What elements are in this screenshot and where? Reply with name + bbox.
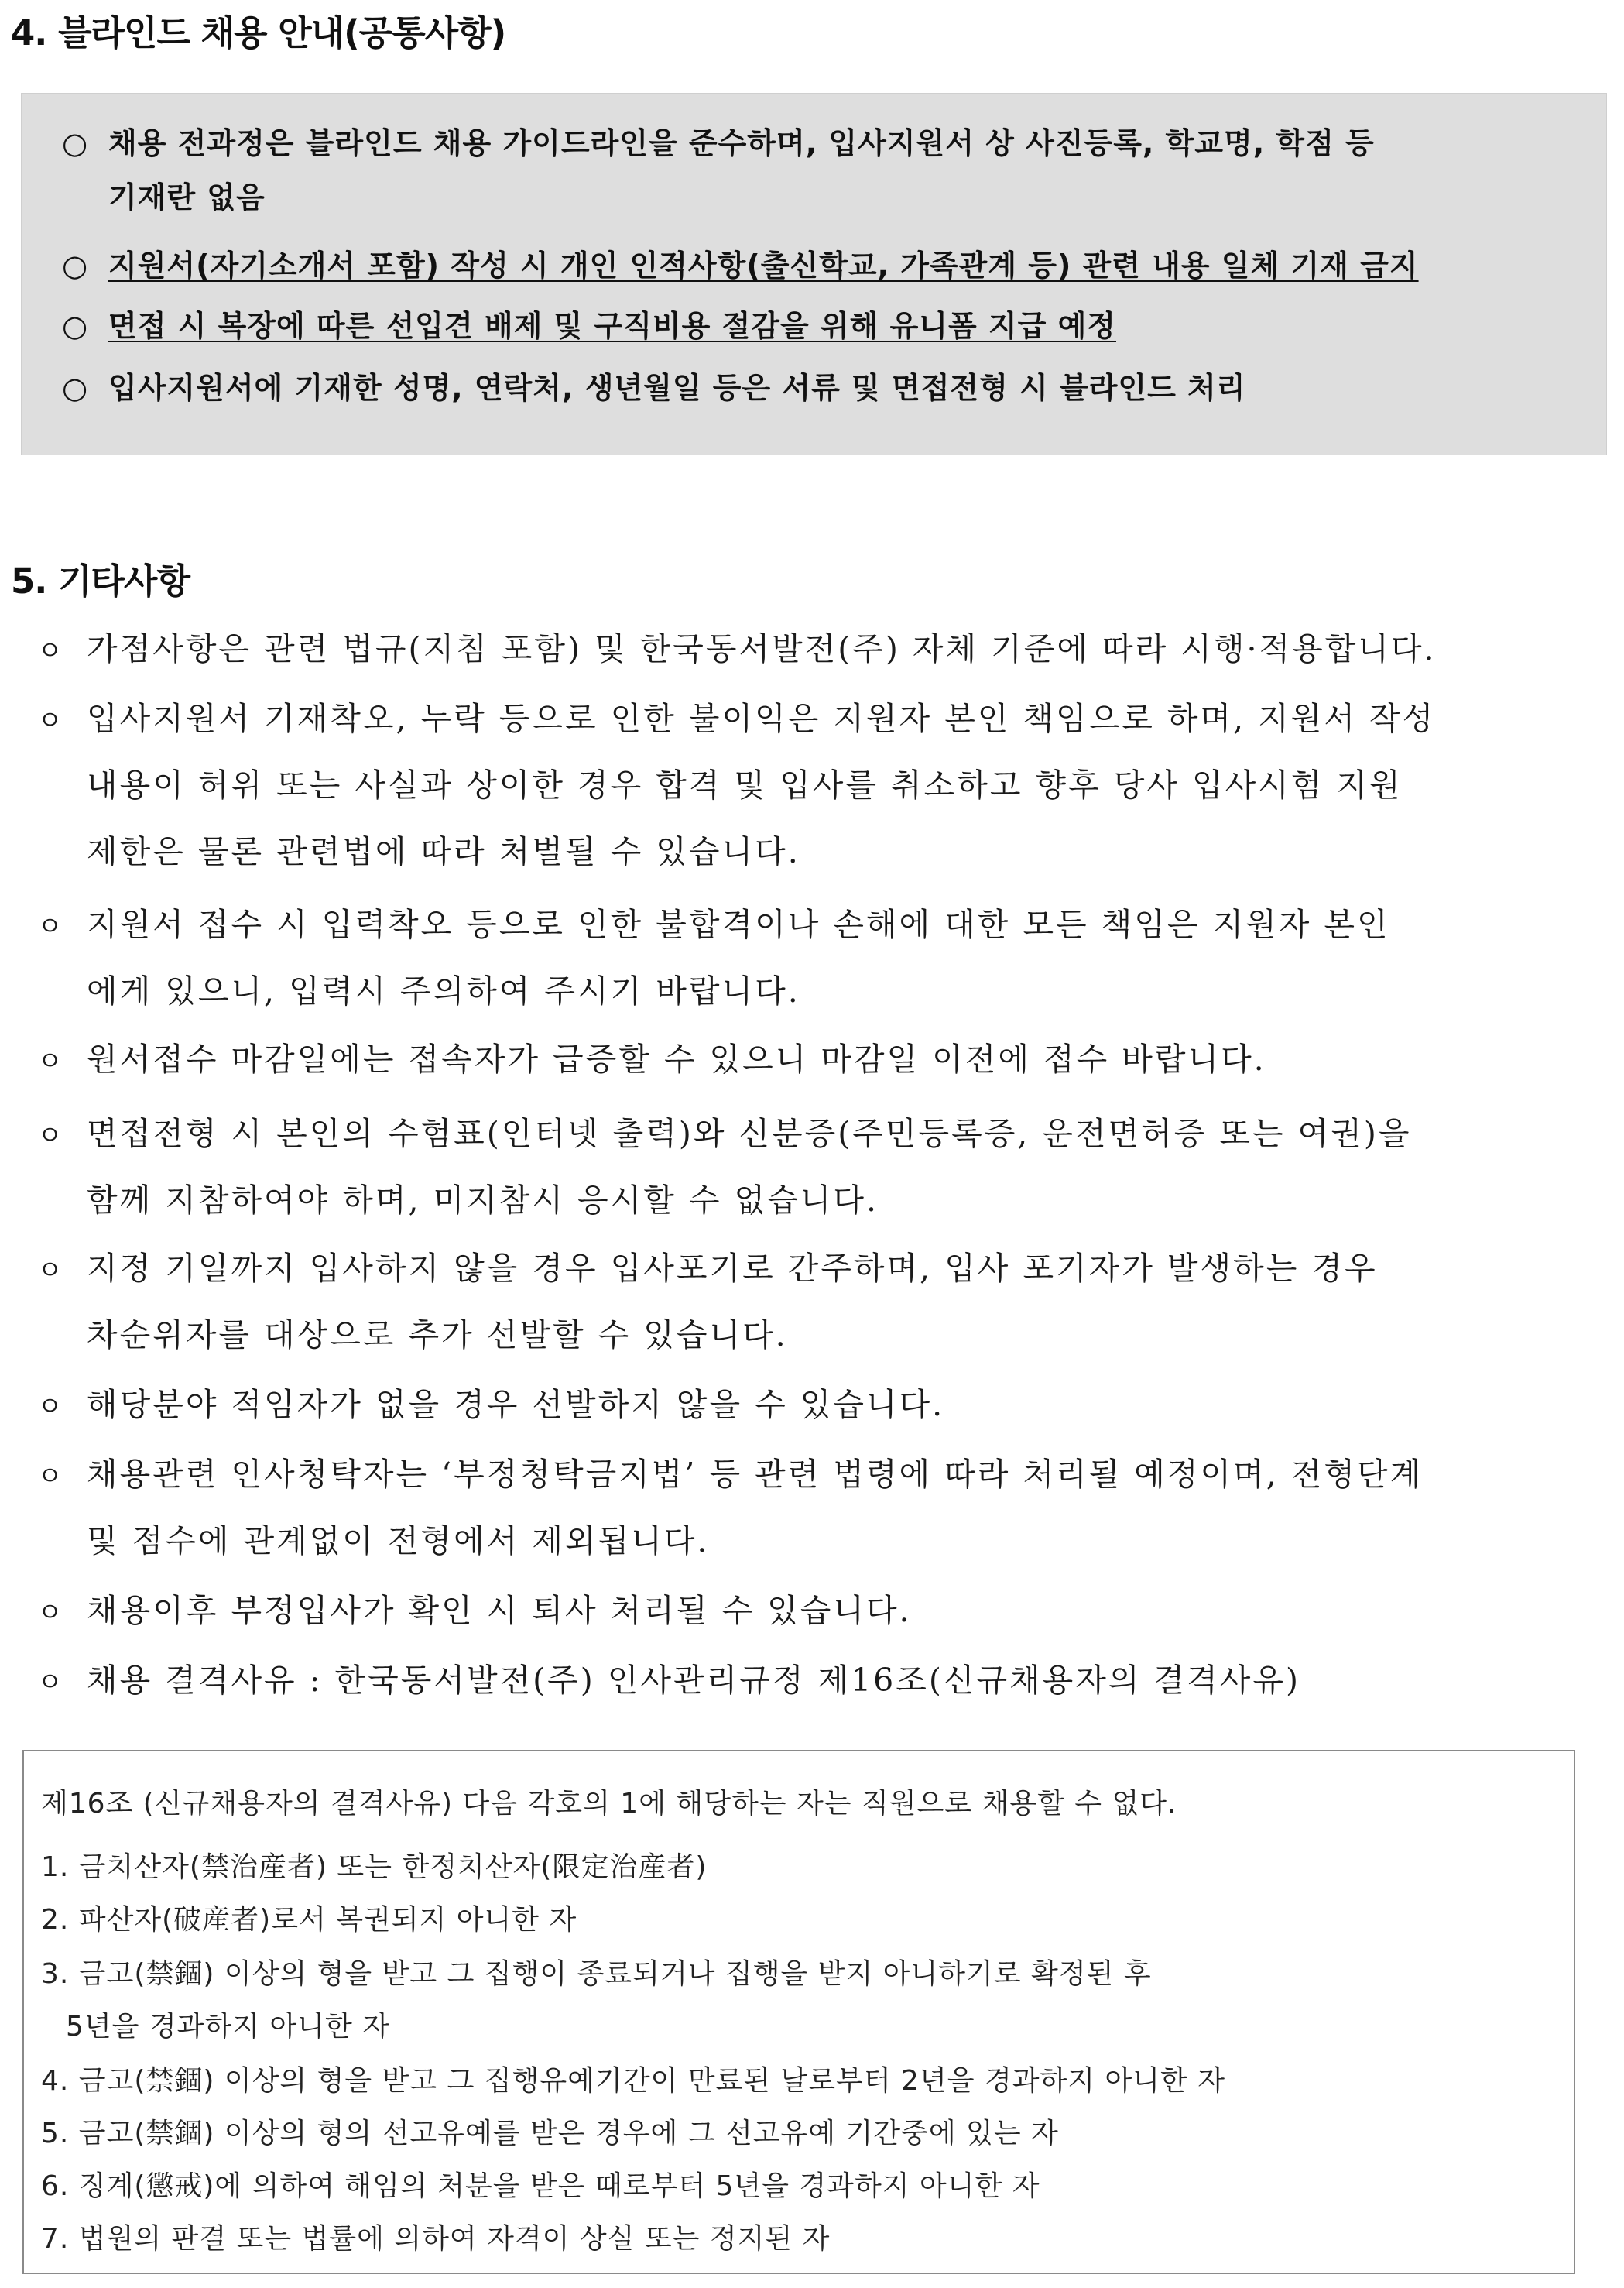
list-item <box>37 1662 1300 1700</box>
list-item-text: 채용 전과정은 블라인드 채용 가이드라인을 준수하며, 입사지원서 상 사진등록, 학교명, 학점 등 <box>108 126 1375 160</box>
list-item <box>37 700 1435 738</box>
list-item-text: 해당분야 적임자가 없을 경우 선발하지 않을 수 있습니다. <box>87 1386 945 1423</box>
list-item-continuation <box>37 1316 788 1354</box>
list-item-text: 입사지원서 기재착오, 누락 등으로 인한 불이익은 지원자 본인 책임으로 하며, 지원서 작성 <box>87 700 1436 737</box>
list-item <box>37 1386 944 1424</box>
list-item-text: 차순위자를 대상으로 추가 선발할 수 있습니다. <box>87 1316 788 1353</box>
article-16-box <box>22 1750 1575 2274</box>
list-item-text: 채용관련 인사청탁자는 ‘부정청탁금지법’ 등 관련 법령에 따라 처리될 예정이며, 전형단계 <box>87 1456 1424 1493</box>
circle-bullet-icon: ○ <box>62 309 89 343</box>
bullet-icon: ㅇ <box>37 1461 65 1492</box>
article-item: 3. 금고(禁錮) 이상의 형을 받고 그 집행이 종료되거나 집행을 받지 아니하기로 확정된 후 <box>41 1958 1152 1990</box>
article-item: 4. 금고(禁錮) 이상의 형을 받고 그 집행유예기간이 만료된 날로부터 2년을 경과하지 아니한 자 <box>41 2065 1226 2097</box>
list-item-continuation <box>37 767 1403 804</box>
list-item-continuation <box>37 1182 879 1219</box>
article-item: 2. 파산자(破産者)로서 복권되지 아니한 자 <box>41 1904 577 1936</box>
list-item-text: 함께 지참하여야 하며, 미지참시 응시할 수 없습니다. <box>87 1182 879 1219</box>
list-item <box>37 1041 1266 1079</box>
section-4-title: 4. 블라인드 채용 안내(공통사항) <box>11 12 506 53</box>
list-item-continuation <box>62 180 266 216</box>
list-item-text: 채용이후 부정입사가 확인 시 퇴사 처리될 수 있습니다. <box>87 1592 912 1629</box>
article-item: 1. 금치산자(禁治産者) 또는 한정치산자(限定治産者) <box>41 1851 708 1883</box>
list-item-text: 지정 기일까지 입사하지 않을 경우 입사포기로 간주하며, 입사 포기자가 발생하는 경우 <box>87 1250 1378 1287</box>
list-item <box>62 309 1116 345</box>
list-item-text-underlined: 지원서(자기소개서 포함) 작성 시 개인 인적사항(출신학교, 가족관계 등) 관련 내용 일체 기재 금지 <box>108 249 1419 283</box>
list-item <box>62 249 1419 284</box>
bullet-icon: ㅇ <box>37 705 65 736</box>
article-item-continuation: 5년을 경과하지 아니한 자 <box>66 2011 390 2043</box>
list-item <box>62 371 1245 406</box>
list-item-text: 가점사항은 관련 법규(지침 포함) 및 한국동서발전(주) 자체 기준에 따라 시행·적용합니다. <box>87 630 1437 667</box>
bullet-icon: ㅇ <box>37 1597 65 1628</box>
list-item-text: 면접전형 시 본인의 수험표(인터넷 출력)와 신분증(주민등록증, 운전면허증 또는 여권)을 <box>87 1115 1412 1152</box>
list-item-text: 제한은 물론 관련법에 따라 처벌될 수 있습니다. <box>87 833 800 870</box>
list-item <box>62 126 1375 162</box>
list-item-text: 내용이 허위 또는 사실과 상이한 경우 합격 및 입사를 취소하고 향후 당사 입사시험 지원 <box>87 767 1403 804</box>
bullet-icon: ㅇ <box>37 1046 65 1077</box>
article-item: 6. 징계(懲戒)에 의하여 해임의 처분을 받은 때로부터 5년을 경과하지 아니한 자 <box>41 2170 1040 2202</box>
list-item <box>37 906 1390 944</box>
circle-bullet-icon: ○ <box>62 371 89 405</box>
section-5-title: 5. 기타사항 <box>11 561 190 602</box>
article-item: 5. 금고(禁錮) 이상의 형의 선고유예를 받은 경우에 그 선고유예 기간중에 있는 자 <box>41 2118 1059 2149</box>
list-item <box>37 1456 1423 1494</box>
bullet-icon: ㅇ <box>37 1120 65 1151</box>
list-item-text: 원서접수 마감일에는 접속자가 급증할 수 있으니 마감일 이전에 접수 바랍니다. <box>87 1041 1266 1078</box>
list-item <box>37 1250 1378 1288</box>
bullet-icon: ㅇ <box>37 1667 65 1698</box>
article-item: 7. 법원의 판결 또는 법률에 의하여 자격이 상실 또는 정지된 자 <box>41 2223 831 2255</box>
list-item-text: 에게 있으니, 입력시 주의하여 주시기 바랍니다. <box>87 972 800 1010</box>
list-item-text: 채용 결격사유 : 한국동서발전(주) 인사관리규정 제16조(신규채용자의 결격사유) <box>87 1662 1300 1699</box>
list-item-continuation <box>37 1522 709 1560</box>
list-item-text: 입사지원서에 기재한 성명, 연락처, 생년월일 등은 서류 및 면접전형 시 블라인드 처리 <box>108 371 1246 405</box>
blind-hiring-notice-box <box>21 93 1607 455</box>
list-item-text-underlined: 면접 시 복장에 따른 선입견 배제 및 구직비용 절감을 위해 유니폼 지급 예정 <box>108 309 1116 343</box>
bullet-icon: ㅇ <box>37 911 65 942</box>
list-item-text: 및 점수에 관계없이 전형에서 제외됩니다. <box>87 1522 710 1559</box>
list-item <box>37 1592 912 1630</box>
circle-bullet-icon: ○ <box>62 126 89 160</box>
circle-bullet-icon: ○ <box>62 249 89 283</box>
list-item-continuation <box>37 972 800 1010</box>
list-item-text: 지원서 접수 시 입력착오 등으로 인한 불합격이나 손해에 대한 모든 책임은 지원자 본인 <box>87 906 1390 943</box>
bullet-icon: ㅇ <box>37 1391 65 1422</box>
list-item-text: 기재란 없음 <box>108 180 266 214</box>
bullet-icon: ㅇ <box>37 1255 65 1286</box>
bullet-icon: ㅇ <box>37 636 65 667</box>
list-item <box>37 630 1437 668</box>
article-heading: 제16조 (신규채용자의 결격사유) 다음 각호의 1에 해당하는 자는 직원으로 채용할 수 없다. <box>41 1788 1177 1820</box>
list-item-continuation <box>37 833 800 871</box>
list-item <box>37 1115 1411 1153</box>
